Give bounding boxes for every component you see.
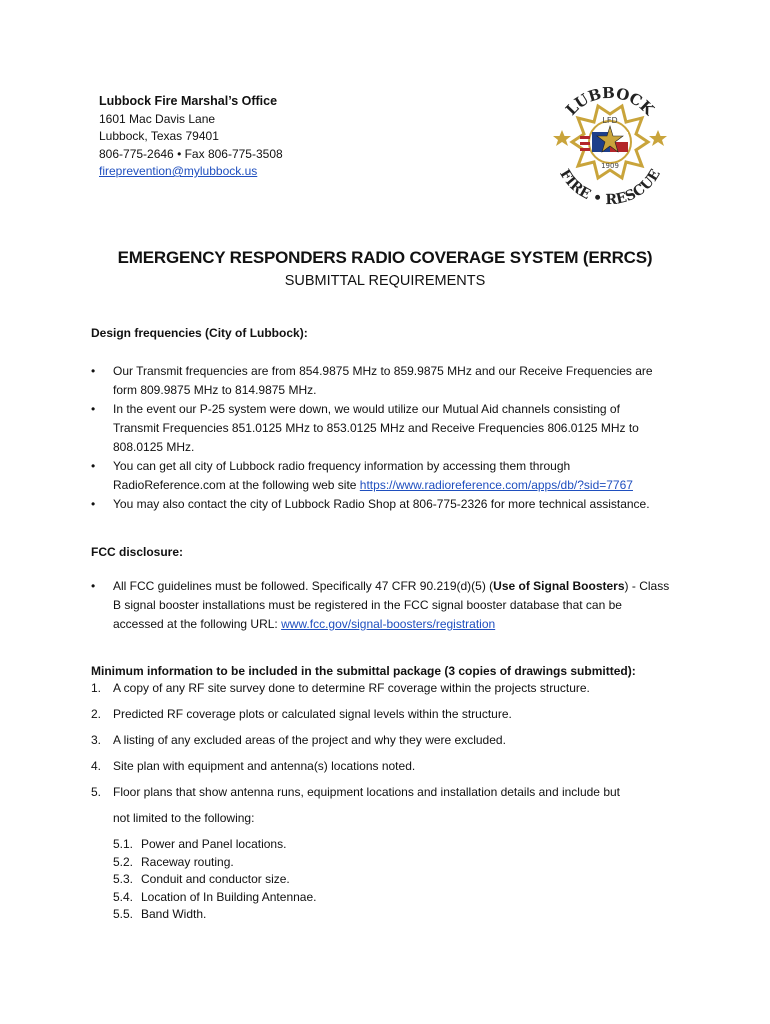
office-contact-block (99, 93, 283, 181)
signal-boosters-bold: Use of Signal Boosters (493, 579, 625, 593)
list-item: • In the event our P-25 system were down, we would utilize our Mutual Aid channels consisting of Transmit Frequencies 851.0125 MHz to 853.0125 MHz and Receive Frequencies 806.0125 MHz to 808.0125 MHz. (91, 402, 639, 454)
bullet-icon: • (91, 364, 96, 378)
document-subtitle: SUBMITTAL REQUIREMENTS (284, 273, 486, 289)
list-item: 5.2. Raceway routing. (113, 854, 234, 869)
left-star-icon (553, 130, 571, 146)
logo-badge-text: LFD (602, 116, 618, 125)
list-item: • You may also contact the city of Lubbock Radio Shop at 806-775-2326 for more technical assistance. (91, 495, 691, 514)
floor-plan-sub-list (113, 836, 316, 924)
fcc-disclosure-heading: FCC disclosure: (91, 545, 184, 559)
list-item: 5. Floor plans that show antenna runs, equipment locations and installation details and include but not limited to the following: (91, 785, 620, 825)
bullet-icon: • (91, 402, 96, 416)
design-frequencies-list (91, 362, 691, 514)
fcc-disclosure-list (91, 577, 691, 634)
list-item: 5.3. Conduit and conductor size. (113, 872, 290, 887)
list-item: 1. A copy of any RF site survey done to determine RF coverage within the projects structure. (91, 681, 590, 695)
right-star-icon (649, 130, 667, 146)
radioreference-link[interactable]: https://www.radioreference.com/apps/db/?sid=7767 (359, 478, 633, 492)
logo-bottom-text: FIRE • RESCUE (556, 166, 664, 209)
list-item: 5.5. Band Width. (113, 907, 207, 922)
logo-top-text: LUBBOCK (562, 83, 658, 119)
fcc-registration-link[interactable]: www.fcc.gov/signal-boosters/registration (281, 617, 496, 631)
lubbock-fire-rescue-logo (540, 76, 680, 216)
list-item: 5.4. Location of In Building Antennae. (113, 889, 317, 904)
bullet-icon: • (91, 459, 96, 473)
list-item: 5.1. Power and Panel locations. (113, 837, 287, 851)
phone-fax: 806-775-2646 • Fax 806-775-3508 (99, 146, 283, 161)
minimum-info-list (91, 681, 691, 837)
minimum-info-heading: Minimum information to be included in the submittal package (3 copies of drawings submitted): (91, 664, 636, 678)
office-name: Lubbock Fire Marshal’s Office (99, 94, 278, 108)
list-item: 3. A listing of any excluded areas of the project and why they were excluded. (91, 733, 506, 747)
list-item: 2. Predicted RF coverage plots or calculated signal levels within the structure. (91, 707, 512, 721)
list-item: • You can get all city of Lubbock radio frequency information by accessing them through RadioReference.com at the following web site https://www.radioreference.com/apps/db/?sid=7767 (91, 459, 633, 492)
flag-stripes-icon (580, 136, 590, 151)
email-link[interactable]: fireprevention@mylubbock.us (99, 164, 258, 178)
address-line-2: Lubbock, Texas 79401 (99, 129, 219, 143)
bullet-icon: • (91, 579, 96, 593)
address-line-1: 1601 Mac Davis Lane (99, 111, 216, 126)
design-frequencies-heading: Design frequencies (City of Lubbock): (91, 326, 308, 340)
list-item: 4. Site plan with equipment and antenna(s) locations noted. (91, 759, 416, 773)
bullet-icon: • (91, 497, 96, 511)
list-item: • All FCC guidelines must be followed. Specifically 47 CFR 90.219(d)(5) (Use of Signal Boosters) - Class B signal booster installations must be registered in the FCC signal booster database that can be accessed at the following URL: www.fcc.gov/signal-boosters/registration (91, 579, 670, 631)
list-item: • Our Transmit frequencies are from 854.9875 MHz to 859.9875 MHz and our Receive Frequencies are form 809.9875 MHz to 814.9875 MHz. (91, 364, 653, 397)
document-title: EMERGENCY RESPONDERS RADIO COVERAGE SYSTEM (ERRCS) (117, 248, 653, 267)
logo-year-text: 1909 (601, 162, 619, 170)
